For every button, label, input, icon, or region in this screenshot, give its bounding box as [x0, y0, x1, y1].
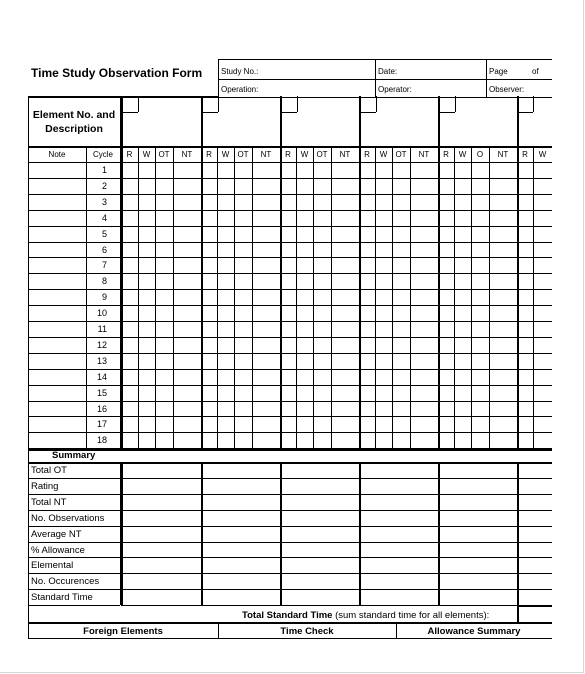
note-cycle-divider [86, 146, 87, 448]
element-column-header: W [300, 150, 309, 159]
sub-column-line [252, 146, 253, 448]
element-tick-box [517, 112, 533, 113]
summary-row-line [28, 494, 120, 495]
cycle-number: 10 [96, 308, 107, 318]
element-group-divider [121, 146, 123, 448]
summary-row-line [121, 573, 552, 574]
sub-column-line [234, 146, 235, 448]
element-group-divider [280, 146, 282, 448]
sub-column-line [392, 146, 393, 448]
summary-group-divider [280, 462, 282, 605]
sub-column-line [471, 146, 472, 448]
cycle-row-line [28, 416, 552, 417]
element-group-divider [517, 96, 519, 146]
summary-row-line [28, 526, 120, 527]
cycle-row-line [28, 432, 552, 433]
cycle-number: 4 [101, 213, 107, 223]
element-column-header: OT [237, 150, 249, 159]
element-column-header: O [476, 150, 484, 159]
element-group-divider [201, 96, 203, 146]
summary-group-divider [201, 462, 203, 605]
element-column-header: NT [418, 150, 430, 159]
element-column-header: R [126, 150, 133, 159]
summary-row-line [28, 510, 120, 511]
sub-column-line [410, 146, 411, 448]
sub-column-line [375, 146, 376, 448]
page-of-label: of [532, 67, 539, 76]
total-standard-box [517, 606, 552, 607]
cycle-row-line [28, 210, 552, 211]
summary-row-line [121, 542, 552, 543]
summary-row-line [28, 478, 120, 479]
table-top-line [28, 96, 218, 98]
element-tick-box [121, 112, 138, 113]
foreign-elements-header: Foreign Elements [83, 626, 163, 637]
cycle-row-line [28, 226, 552, 227]
allowance-summary-header: Allowance Summary [427, 626, 521, 637]
cycle-number: 2 [101, 181, 107, 191]
cycle-number: 3 [101, 197, 107, 207]
element-group-divider [201, 146, 203, 448]
element-tick-box [201, 112, 218, 113]
total-standard-time [242, 610, 489, 621]
cycle-row-line [28, 162, 552, 163]
element-group-divider [359, 146, 361, 448]
cycle-number: 1 [101, 165, 107, 175]
operator-label: Operator: [378, 85, 412, 94]
summary-row-line [28, 605, 120, 606]
element-group-divider [280, 96, 282, 146]
summary-title: Summary [52, 450, 96, 461]
summary-header-bottom-line [28, 462, 552, 464]
element-column-header: OT [316, 150, 328, 159]
summary-row-label: Elemental [31, 560, 74, 571]
summary-group-divider [438, 462, 440, 605]
cycle-row-line [28, 305, 552, 306]
summary-row-label: Standard Time [31, 592, 93, 603]
element-group-divider [517, 146, 519, 448]
element-tick-box [359, 112, 376, 113]
cycle-number: 9 [101, 292, 107, 302]
element-column-header: NT [497, 150, 509, 159]
cycle-number: 17 [96, 419, 107, 429]
date-label: Date: [378, 67, 398, 76]
summary-group-divider [359, 462, 361, 605]
element-column-header: NT [260, 150, 272, 159]
cycle-row-line [28, 257, 552, 258]
element-column-header: OT [158, 150, 170, 159]
cycle-row-line [28, 289, 552, 290]
element-tick-box [438, 112, 455, 113]
cycle-row-line [28, 242, 552, 243]
cycle-row-line [28, 178, 552, 179]
cycle-number: 8 [101, 276, 107, 286]
cycle-number: 14 [96, 372, 107, 382]
cycle-number: 12 [96, 340, 107, 350]
cycle-row-line [28, 353, 552, 354]
cycle-number: 15 [96, 388, 107, 398]
summary-row-line [28, 573, 120, 574]
summary-row-line [28, 589, 120, 590]
footer-left-line [28, 622, 29, 638]
summary-row-line [28, 557, 120, 558]
note-column-header: Note [48, 150, 66, 159]
total-standard-line [28, 622, 552, 624]
summary-row-label: No. Observations [31, 513, 105, 524]
total-standard-time-note: (sum standard time for all elements): [332, 610, 490, 621]
sub-column-line [296, 146, 297, 448]
sub-column-line [313, 146, 314, 448]
sub-column-line [217, 146, 218, 448]
cycle-number: 18 [96, 435, 107, 445]
summary-row-label: No. Occurences [31, 576, 100, 587]
cycle-row-line [28, 369, 552, 370]
cycle-row-line [28, 337, 552, 338]
element-group-divider [438, 146, 440, 448]
element-label-line2: Description [45, 123, 103, 135]
cycle-row-line [28, 401, 552, 402]
element-tick-box [218, 96, 219, 112]
total-standard-time-label: Total Standard Time [242, 610, 333, 621]
cycle-row-line [28, 273, 552, 274]
header-bottom-line [218, 97, 552, 98]
summary-row-label: % Allowance [31, 545, 85, 556]
element-column-header: W [221, 150, 230, 159]
cycle-number: 6 [101, 245, 107, 255]
footer-divider [218, 622, 219, 638]
summary-row-line [121, 494, 552, 495]
summary-row-line [121, 510, 552, 511]
summary-row-label: Average NT [31, 529, 82, 540]
element-column-header: W [538, 150, 547, 159]
total-standard-box [517, 606, 519, 622]
element-column-header: R [522, 150, 528, 159]
page-label: Page [489, 67, 508, 76]
cycle-number: 13 [96, 356, 107, 366]
summary-row-line [121, 526, 552, 527]
element-group-divider [121, 96, 123, 146]
header-divider [486, 59, 487, 97]
header-divider [375, 59, 376, 97]
sub-column-line [155, 146, 156, 448]
cycle-number: 11 [97, 324, 107, 334]
sub-column-line [533, 146, 534, 448]
operation-label: Operation: [221, 85, 259, 94]
sub-column-line [331, 146, 332, 448]
time-check-header: Time Check [280, 626, 334, 637]
cycle-number: 5 [101, 229, 107, 239]
observer-label: Observer: [489, 85, 525, 94]
summary-row-label: Total OT [31, 465, 67, 476]
element-column-header: R [206, 150, 212, 159]
element-column-header: NT [339, 150, 351, 159]
summary-group-divider [121, 462, 123, 605]
element-tick-box [138, 96, 139, 112]
study-no-label: Study No.: [221, 67, 259, 76]
element-group-divider [359, 96, 361, 146]
summary-row-label: Total NT [31, 497, 67, 508]
header-mid-line [218, 79, 552, 80]
cycle-number: 7 [101, 260, 107, 270]
element-column-header: OT [395, 150, 407, 159]
footer-divider [396, 622, 397, 638]
summary-row-line [28, 542, 120, 543]
summary-top-line [28, 449, 552, 451]
cycle-row-line [28, 385, 552, 386]
element-column-header: W [379, 150, 388, 159]
cycle-number: 16 [96, 404, 107, 414]
element-tick-box [376, 96, 377, 112]
cycle-row-line [28, 194, 552, 195]
form-title: Time Study Observation Form [31, 66, 203, 80]
element-tick-box [455, 96, 456, 112]
summary-row-line [121, 557, 552, 558]
element-column-header: NT [181, 150, 193, 159]
element-description-label [28, 108, 120, 136]
sub-column-line [489, 146, 490, 448]
element-tick-box [297, 96, 298, 112]
summary-row-line [121, 605, 552, 606]
summary-row-line [121, 478, 552, 479]
summary-row-label: Rating [31, 481, 59, 492]
summary-row-line [121, 589, 552, 590]
element-column-header: W [142, 150, 151, 159]
sub-column-line [173, 146, 174, 448]
header-top-line [218, 59, 552, 60]
element-group-divider [438, 96, 440, 146]
sub-column-line [454, 146, 455, 448]
footer-header-bottom-line [28, 638, 552, 639]
element-column-header: R [364, 150, 370, 159]
summary-group-divider [517, 462, 519, 605]
element-column-header: R [443, 150, 449, 159]
cycle-row-line [28, 321, 552, 322]
element-label-line1: Element No. and [32, 109, 116, 121]
header-left-line [218, 59, 219, 97]
sub-column-line [138, 146, 139, 448]
element-column-header: W [458, 150, 467, 159]
element-tick-box [280, 112, 297, 113]
element-column-header: R [285, 150, 291, 159]
column-header-top-line [28, 146, 552, 148]
element-tick-box [533, 96, 534, 112]
cycle-column-header: Cycle [92, 150, 113, 159]
